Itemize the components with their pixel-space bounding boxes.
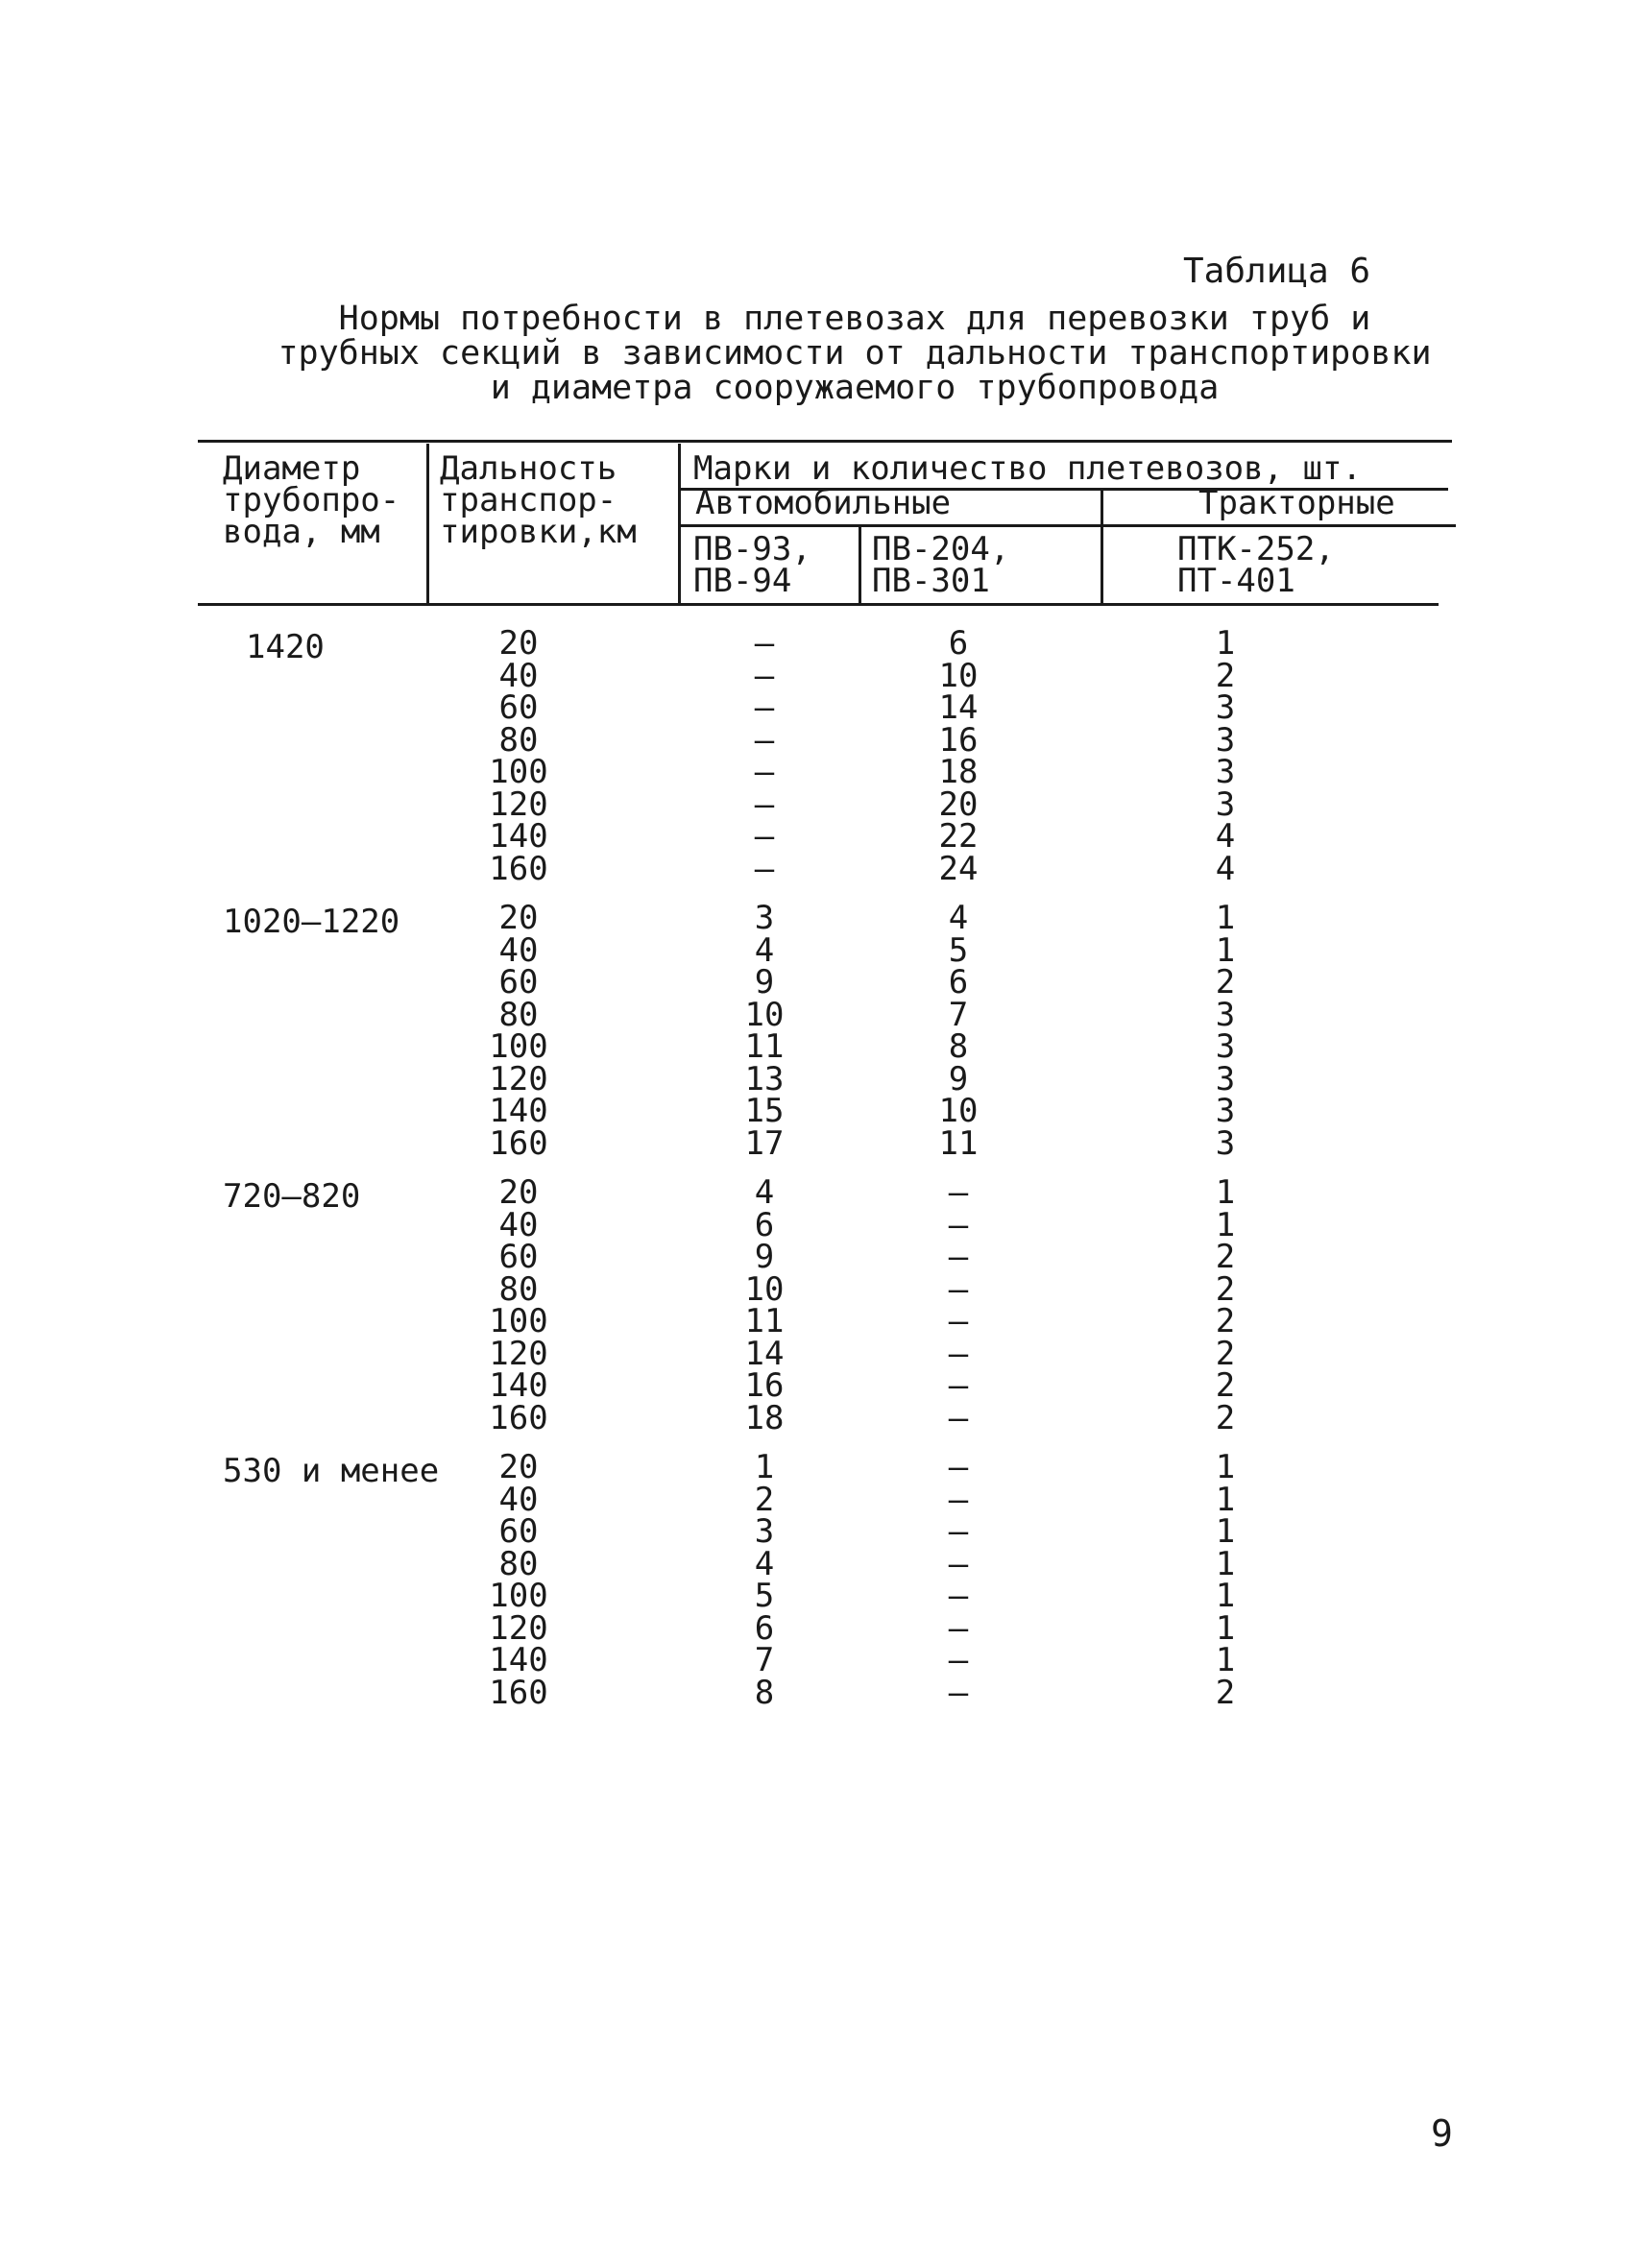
tractor-column: 1 1 2 2 2 2 2 2 [1215,1173,1236,1437]
diameter-value: 1420 [246,628,325,666]
table-title [230,302,1479,405]
title-line-2: трубных секций в зависимости от дальности транспортировки [278,334,1432,373]
auto-a2-column: 4 5 6 7 8 9 10 11 [938,899,979,1163]
header-brands: Марки и количество плетевозов, шт. [693,449,1362,488]
col-divider-1 [426,444,429,603]
title-line-1: Нормы потребности в плетевозах для перевозки труб и [338,300,1371,338]
tractor-column: 1 1 2 3 3 3 3 3 [1215,899,1236,1163]
auto-a1-column: 1 2 3 4 5 6 7 8 [754,1448,775,1712]
title-line-3: и диаметра сооружаемого трубопровода [490,369,1220,407]
table-header-bottom-rule [198,603,1439,606]
diameter-value: 720–820 [223,1177,361,1216]
distance-column: 20 40 60 80 100 120 140 160 [489,1448,548,1712]
distance-column: 20 40 60 80 100 120 140 160 [489,624,548,888]
table-label: Таблица 6 [1183,252,1371,291]
header-tractor: Тракторные [1198,484,1395,522]
auto-a2-column: 6 10 14 16 18 20 22 24 [938,624,979,888]
distance-column: 20 40 60 80 100 120 140 160 [489,1173,548,1437]
auto-a2-column: – – – – – – – – [948,1173,969,1437]
table-top-rule [198,440,1452,443]
diameter-value: 1020–1220 [223,903,400,941]
header-auto: Автомобильные [695,484,952,522]
auto-a2-column: – – – – – – – – [948,1448,969,1712]
auto-a1-column: – – – – – – – – [754,624,775,888]
distance-column: 20 40 60 80 100 120 140 160 [489,899,548,1163]
auto-a1-column: 3 4 9 10 11 13 15 17 [744,899,785,1163]
header-col-a1: ПВ-93, ПВ-94 [693,530,811,600]
col-divider-3 [859,524,861,603]
col-divider-2 [678,444,681,603]
auto-tractor-underline [680,524,1456,527]
diameter-value: 530 и менее [223,1452,440,1490]
header-diameter: Диаметр трубопро- вода, мм [223,449,400,551]
page-number: 9 [1431,2112,1453,2155]
header-col-a2: ПВ-204, ПВ-301 [872,530,1010,600]
header-col-tr: ПТК-252, ПТ-401 [1177,530,1335,600]
tractor-column: 1 1 1 1 1 1 1 2 [1215,1448,1236,1712]
col-divider-4 [1101,488,1103,603]
auto-a1-column: 4 6 9 10 11 14 16 18 [744,1173,785,1437]
header-distance: Дальность транспор- тировки,км [440,449,637,551]
tractor-column: 1 2 3 3 3 3 4 4 [1215,624,1236,888]
